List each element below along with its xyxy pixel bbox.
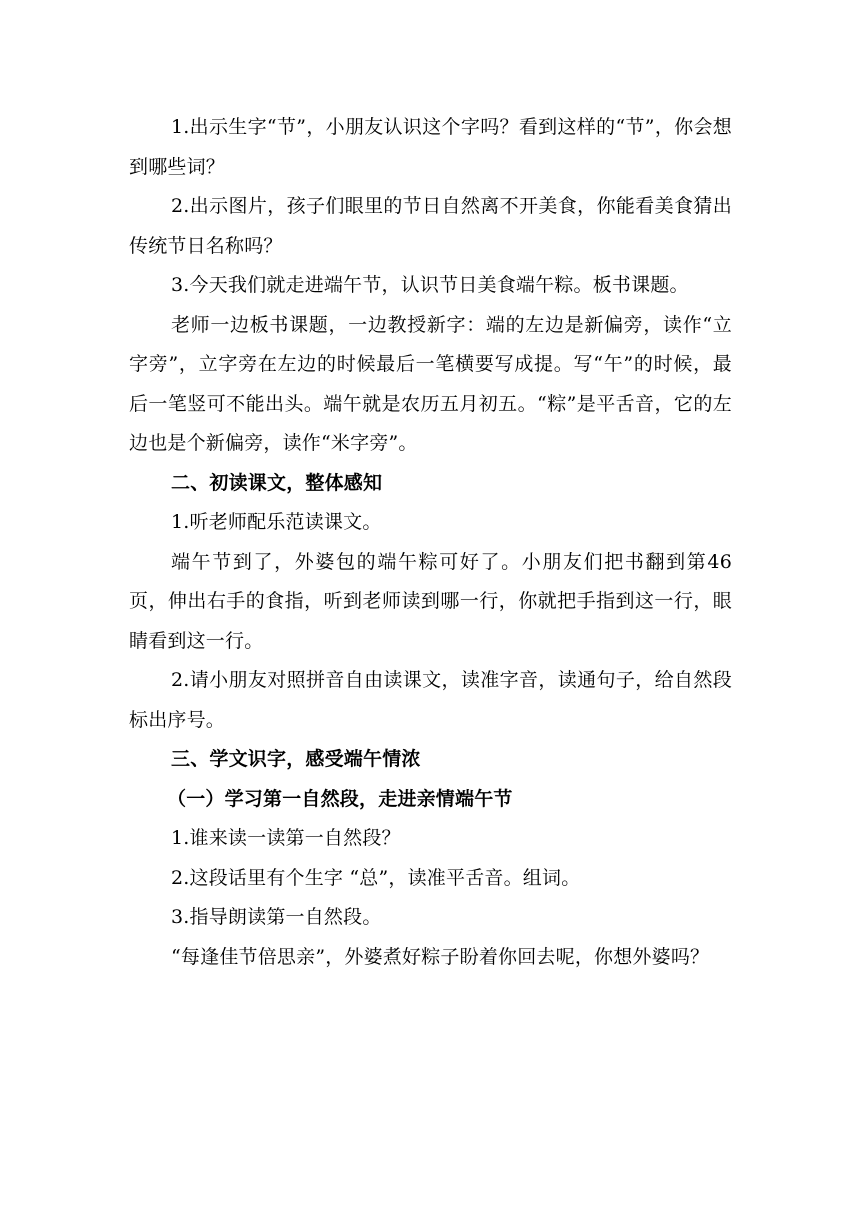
paragraph-free-reading: 2.请小朋友对照拼音自由读课文，读准字音，读通句子，给自然段标出序号。 <box>129 669 732 731</box>
paragraph-quote: “每逢佳节倍思亲”，外婆煮好粽子盼着你回去呢，你想外婆吗？ <box>171 945 710 968</box>
paragraph-step-3: 3.指导朗读第一自然段。 <box>171 906 382 928</box>
paragraph-intro-2: 2.出示图片，孩子们眼里的节日自然离不开美食，你能看美食猜出传统节日名称吗？ <box>129 195 732 257</box>
section-heading-3: 三、学文识字，感受端午情浓 <box>171 748 421 770</box>
section-heading-2: 二、初读课文，整体感知 <box>171 471 383 494</box>
paragraph-intro-3: 3.今天我们就走进端午节，认识节日美食端午粽。板书课题。 <box>171 274 689 296</box>
paragraph-listen: 1.听老师配乐范读课文。 <box>171 511 382 533</box>
document-body <box>129 108 732 977</box>
paragraph-reading-instruction: 端午节到了，外婆包的端午粽可好了。小朋友们把书翻到第46页，伸出右手的食指，听到老师读到哪一行，你就把手指到这一行，眼睛看到这一行。 <box>129 550 732 652</box>
subsection-heading-1: （一）学习第一自然段，走进亲情端午节 <box>167 787 513 810</box>
paragraph-step-2: 2.这段话里有个生字 “总”，读准平舌音。组词。 <box>171 866 581 889</box>
paragraph-step-1: 1.谁来读一读第一自然段？ <box>171 827 401 849</box>
paragraph-new-characters: 老师一边板书课题，一边教授新字：端的左边是新偏旁，读作“立字旁”，立字旁在左边的时候最后一笔横要写成提。写“午”的时候，最后一笔竖可不能出头。端午就是农历五月初五。“粽”是平舌音，它的左边也是个新偏旁，读作“米字旁”。 <box>129 313 732 454</box>
paragraph-intro-1: 1.出示生字“节”，小朋友认识这个字吗？看到这样的“节”，你会想到哪些词？ <box>129 116 732 178</box>
